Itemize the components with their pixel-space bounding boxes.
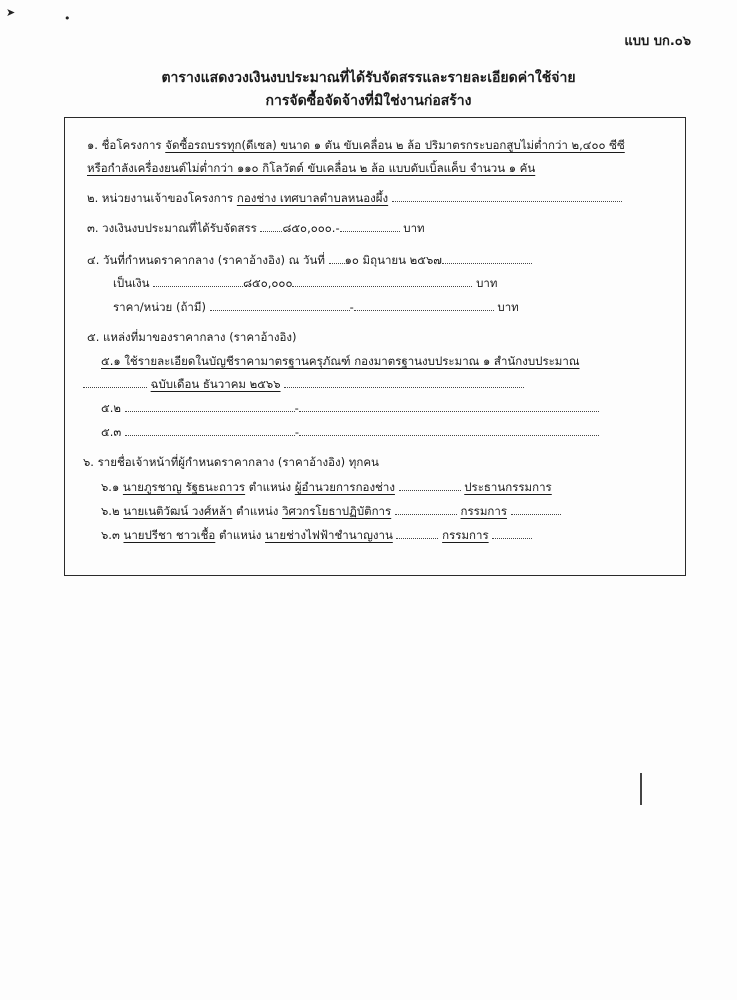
item3-row [87,221,425,235]
item5-sub2-value: - [294,401,299,415]
item5-sub2-label: ๕.๒ [101,401,121,415]
item4-per-unit-label: ราคา/หน่วย (ถ้ามี) [113,300,206,314]
member-name: นายเนติวัฒน์ วงศ์หล้า [123,504,233,518]
member-role: กรรมการ [442,528,489,542]
item4-date: ๑๐ มิถุนายน ๒๕๖๗ [344,253,442,267]
item2-value: กองช่าง เทศบาลตำบลหนองผึ้ง [236,191,389,205]
member-name: นายปรีชา ชาวเชื้อ [123,528,216,542]
item2-row [87,191,622,205]
member-no: ๖.๓ [101,528,120,542]
member-name: นายภูรชาญ รัฐธนะถาวร [122,480,246,494]
member-position-label: ตำแหน่ง [218,528,262,542]
form-frame [64,117,686,576]
item2-label: ๒. หน่วยงานเจ้าของโครงการ [87,191,234,205]
item5-sub1-row2 [83,377,524,391]
item5-sub1-row [101,354,580,368]
member-no: ๖.๑ [101,480,120,494]
item5-sub1-line1: ๕.๑ ใช้รายละเอียดในบัญชีราคามาตรฐานครุภัณฑ์ กองมาตรฐานงบประมาณ ๑ สำนักงบประมาณ [101,354,580,368]
item1-value-line2: หรือกำลังเครื่องยนต์ไม่ต่ำกว่า ๑๑๐ กิโลวัตต์ ขับเคลื่อน ๒ ล้อ แบบดับเบิ้ลแค็บ จำนวน ๑ คัน [87,161,536,175]
item4-label: ๔. วันที่กำหนดราคากลาง (ราคาอ้างอิง) ณ วันที่ [87,253,325,267]
item6-label: ๖. รายชื่อเจ้าหน้าที่ผู้กำหนดราคากลาง (ราคาอ้างอิง) ทุกคน [83,455,379,469]
member-position: วิศวกรโยธาปฏิบัติการ [282,504,392,518]
member-row [101,504,561,518]
page-subtitle: การจัดซื้อจัดจ้างที่มิใช่งานก่อสร้าง [265,93,472,109]
item5-sub3-label: ๕.๓ [101,425,122,439]
member-role: กรรมการ [460,504,508,518]
item4-row [87,253,532,267]
form-code: แบบ บก.๐๖ [624,34,691,49]
item1-value-line1: จัดซื้อรถบรรทุก(ดีเซล) ขนาด ๑ ตัน ขับเคลื่อน ๒ ล้อ ปริมาตรกระบอกสูบไม่ต่ำกว่า ๒,๔๐๐ ซีซี [165,138,625,152]
scan-mark: ➤ [6,6,16,19]
item1-row [87,138,625,152]
member-role: ประธานกรรมการ [464,480,552,494]
item4-per-unit-value: - [349,300,354,314]
scan-line [640,773,642,805]
page-title: ตารางแสดงวงเงินงบประมาณที่ได้รับจัดสรรและรายละเอียดค่าใช้จ่าย [161,70,576,86]
item4-per-unit-unit: บาท [497,300,519,314]
item3-label: ๓. วงเงินงบประมาณที่ได้รับจัดสรร [87,221,257,235]
dotted-line [392,191,622,202]
item4-amount-value: ๘๕๐,๐๐๐ [243,276,293,290]
member-position: นายช่างไฟฟ้าชำนาญงาน [265,528,393,542]
scan-dot: • [64,12,71,25]
item5-sub1-line2: ฉบับเดือน ธันวาคม ๒๕๖๖ [150,377,281,391]
member-position: ผู้อำนวยการกองช่าง [294,480,395,494]
item3-value: ๘๕๐,๐๐๐.- [282,221,340,235]
member-no: ๖.๒ [101,504,120,518]
item1-label: ๑. ชื่อโครงการ [87,138,162,152]
item5-sub3-value: - [294,425,300,439]
member-row [101,528,532,542]
item1-row2 [87,161,535,175]
item4-per-unit-row [113,300,519,314]
item4-amount-unit: บาท [476,276,498,290]
item5-sub2-row [101,401,599,415]
item5-sub3-row [101,425,599,439]
item3-unit: บาท [403,221,425,235]
member-position-label: ตำแหน่ง [248,480,292,494]
member-row [101,480,552,494]
item4-amount-row [113,276,497,290]
member-position-label: ตำแหน่ง [236,504,279,518]
item5-label: ๕. แหล่งที่มาของราคากลาง (ราคาอ้างอิง) [87,330,297,344]
item4-amount-label: เป็นเงิน [113,276,150,290]
